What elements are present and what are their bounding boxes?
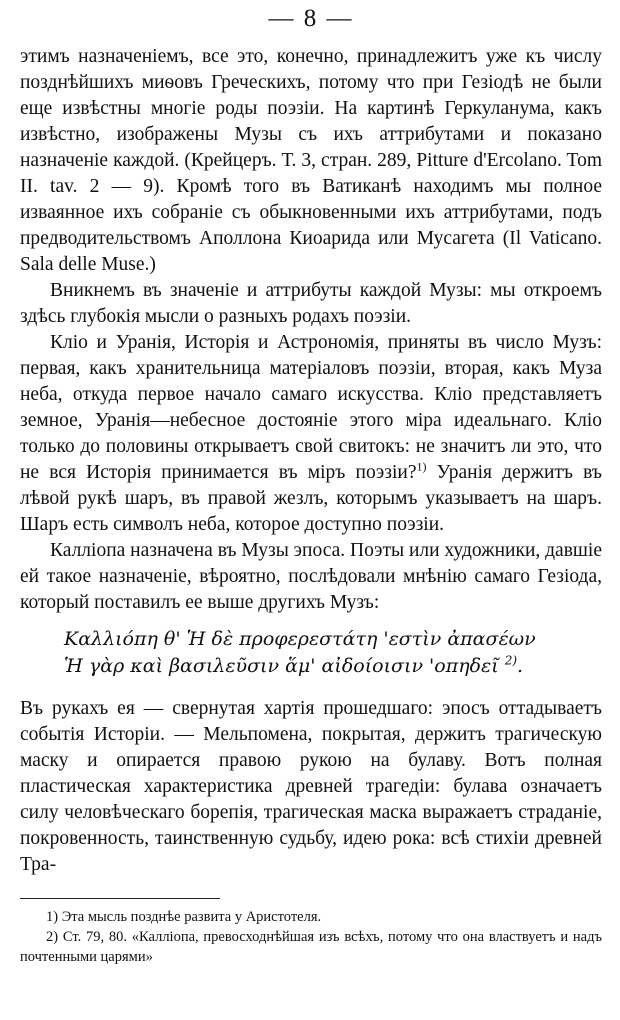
footnote-1: 1) Эта мысль позднѣе развита у Аристотеля. [46,909,322,925]
footnotes [20,907,602,967]
paragraph-1: этимъ назначеніемъ, все это, конечно, принадлежитъ уже къ числу позднѣйшихъ миѳовъ Греческихъ, потому что при Гезіодѣ не были еще извѣстны многіе роды поэзіи. На картинѣ Геркуланума, какъ извѣстно, изображены Музы съ ихъ аттрибутами и показано назначеніе каждой. (Крейцеръ. Т. 3, стран. 289, Pitture d'Ercolano. Tom II. tav. 2 — 9). Кромѣ того въ Ватиканѣ находимъ мы полное изваянное ихъ собраніе съ обыкновенными ихъ аттрибутами, подъ предводительствомъ Аполлона Киоарида или Мусагета (Il Vaticano. Sala delle Muse.) [20,46,602,275]
paragraph-3-continued: Уранія держитъ въ лѣвой рукѣ шаръ, въ правой жезлъ, которымъ указываетъ на шаръ. Шаръ есть символъ неба, которое доступно поэзіи. [20,462,602,535]
footnote-ref-1: 1) [416,459,427,474]
paragraph-3-text: Кліо и Уранія, Исторія и Астрономія, приняты въ число Музъ: первая, какъ хранительница матеріаловъ поэзіи, вторая, какъ Муза неба, откуда первое начало самаго искусства. Кліо представляетъ земное, Уранія—небесное достояніе этого міра идеальнаго. Кліо только до половины открываетъ свой свитокъ: не значитъ ли это, что не вся Исторія принимается въ міръ поэзіи? [20,332,602,483]
verse-line-1: Καλλιόπη θ' Ἡ δὲ προφερεστάτη 'εστὶν ἀπασέων [64,628,536,650]
paragraph-5: Въ рукахъ ея — свернутая хартія прошедшаго: эпосъ оттадываетъ событія Исторіи. — Мельпомена, покрытая, держитъ трагическую маску и опирается правою рукою на булаву. Вотъ полная пластическая характеристика древней трагедіи: булава означаетъ силу человѣческаго борепія, трагическая маска выражаетъ страданіе, покровенность, таинственную судьбу, идею рока: всѣ стихіи древней Тра- [20,698,602,875]
greek-verse-quote [64,626,602,680]
verse-line-2-end: . [517,655,524,677]
verse-line-2-text: Ἡ γὰρ καὶ βασιλεῦσιν ἅμ' αἰδοίοισιν 'οπηδεῖ [64,655,499,677]
footnote-ref-2: 2) [504,653,518,668]
footnote-2: 2) Ст. 79, 80. «Калліопа, превосходнѣйшая изъ всѣхъ, потому что она властвуетъ и надъ почтенными царями» [20,929,602,965]
paragraph-2: Вникнемъ въ значеніе и аттрибуты каждой Музы: мы откроемъ здѣсь глубокія мысли о разныхъ родахъ поэзіи. [20,280,602,327]
main-text [20,44,602,878]
paragraph-3 [20,330,602,538]
footnote-divider [20,898,220,899]
paragraph-4: Калліопа назначена въ Музы эпоса. Поэты или художники, давшіе ей такое назначеніе, вѣроятно, послѣдовали мнѣнію самаго Гезіода, который поставилъ ее выше другихъ Музъ: [20,540,603,613]
page-number: — 8 — [268,5,354,32]
verse-line-2 [64,653,602,680]
